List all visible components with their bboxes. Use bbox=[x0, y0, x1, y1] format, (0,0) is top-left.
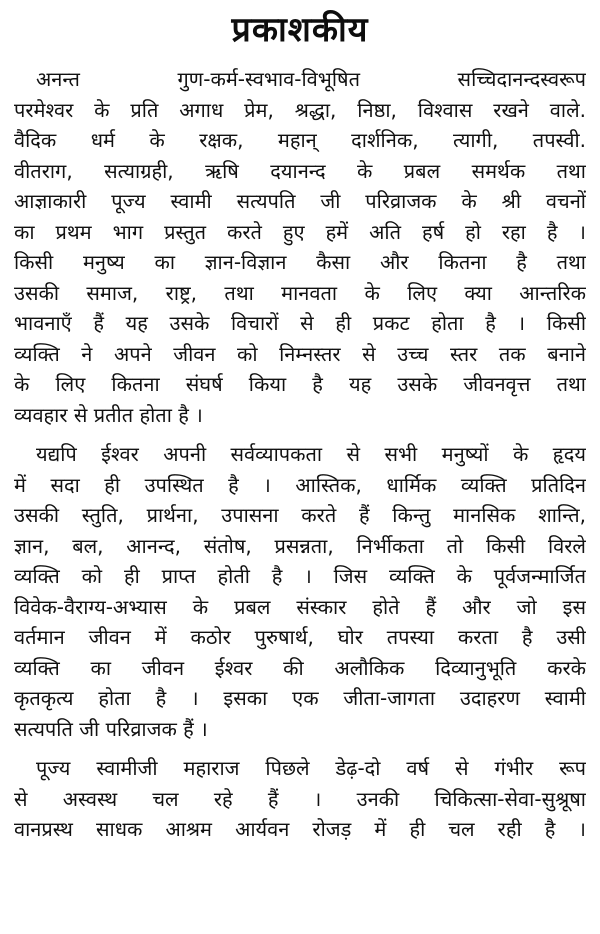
text-line: व्यक्ति का जीवन ईश्वर की अलौकिक दिव्यानुभूति करके bbox=[14, 655, 586, 680]
body-text bbox=[14, 64, 586, 845]
text-line: उसकी समाज, राष्ट्र, तथा मानवता के लिए क्या आन्तरिक bbox=[14, 280, 586, 305]
paragraph-2 bbox=[14, 439, 586, 744]
text-line: यद्यपि ईश्वर अपनी सर्वव्यापकता से सभी मनुष्यों के हृदय bbox=[36, 442, 586, 466]
text-line: व्यवहार से प्रतीत होता है । bbox=[14, 402, 203, 427]
text-line: सत्यपति जी परिव्राजक हैं । bbox=[14, 716, 208, 741]
text-line: अनन्त गुण-कर्म-स्वभाव-विभूषित सच्चिदानन्दस्वरूप bbox=[36, 67, 586, 91]
text-line: व्यक्ति को ही प्राप्त होती है । जिस व्यक्ति के पूर्वजन्मार्जित bbox=[14, 564, 586, 588]
text-line: ज्ञान, बल, आनन्द, संतोष, प्रसन्नता, निर्भीकता तो किसी विरले bbox=[14, 533, 586, 558]
page-title: प्रकाशकीय bbox=[231, 10, 369, 50]
text-line: के लिए कितना संघर्ष किया है यह उसके जीवनवृत्त तथा bbox=[14, 372, 586, 396]
paragraph-spacer bbox=[14, 430, 586, 439]
text-line: का प्रथम भाग प्रस्तुत करते हुए हमें अति हर्ष हो रहा है । bbox=[14, 219, 586, 244]
text-line: पूज्य स्वामीजी महाराज पिछले डेढ़-दो वर्ष से गंभीर रूप bbox=[36, 756, 586, 780]
text-line: वर्तमान जीवन में कठोर पुरुषार्थ, घोर तपस्या करता है उसी bbox=[14, 625, 586, 649]
text-line: उसकी स्तुति, प्रार्थना, उपासना करते हैं किन्तु मानसिक शान्ति, bbox=[14, 503, 586, 527]
text-line: वानप्रस्थ साधक आश्रम आर्यवन रोजड़ में ही चल रही है । bbox=[14, 817, 586, 841]
text-line: वैदिक धर्म के रक्षक, महान् दार्शनिक, त्यागी, तपस्वी. bbox=[14, 128, 586, 152]
text-line: कृतकृत्य होता है । इसका एक जीता-जागता उदाहरण स्वामी bbox=[14, 686, 586, 710]
text-line: परमेश्वर के प्रति अगाध प्रेम, श्रद्धा, निष्ठा, विश्वास रखने वाले. bbox=[14, 97, 586, 122]
paragraph-spacer bbox=[14, 744, 586, 753]
paragraph-1 bbox=[14, 64, 586, 430]
paragraph-3 bbox=[14, 753, 586, 845]
text-line: भावनाएँ हैं यह उसके विचारों से ही प्रकट होता है । किसी bbox=[14, 311, 586, 335]
text-line: वीतराग, सत्याग्रही, ऋषि दयानन्द के प्रबल समर्थक तथा bbox=[14, 158, 586, 183]
text-line: से अस्वस्थ चल रहे हैं । उनकी चिकित्सा-सेवा-सुश्रूषा bbox=[14, 786, 586, 811]
text-line: में सदा ही उपस्थित है । आस्तिक, धार्मिक व्यक्ति प्रतिदिन bbox=[14, 472, 586, 497]
text-line: आज्ञाकारी पूज्य स्वामी सत्यपति जी परिव्राजक के श्री वचनों bbox=[14, 189, 586, 213]
text-line: किसी मनुष्य का ज्ञान-विज्ञान कैसा और कितना है तथा bbox=[14, 250, 586, 274]
text-line: विवेक-वैराग्य-अभ्यास के प्रबल संस्कार होते हैं और जो इस bbox=[14, 594, 586, 619]
text-line: व्यक्ति ने अपने जीवन को निम्नस्तर से उच्च स्तर तक बनाने bbox=[14, 341, 586, 366]
